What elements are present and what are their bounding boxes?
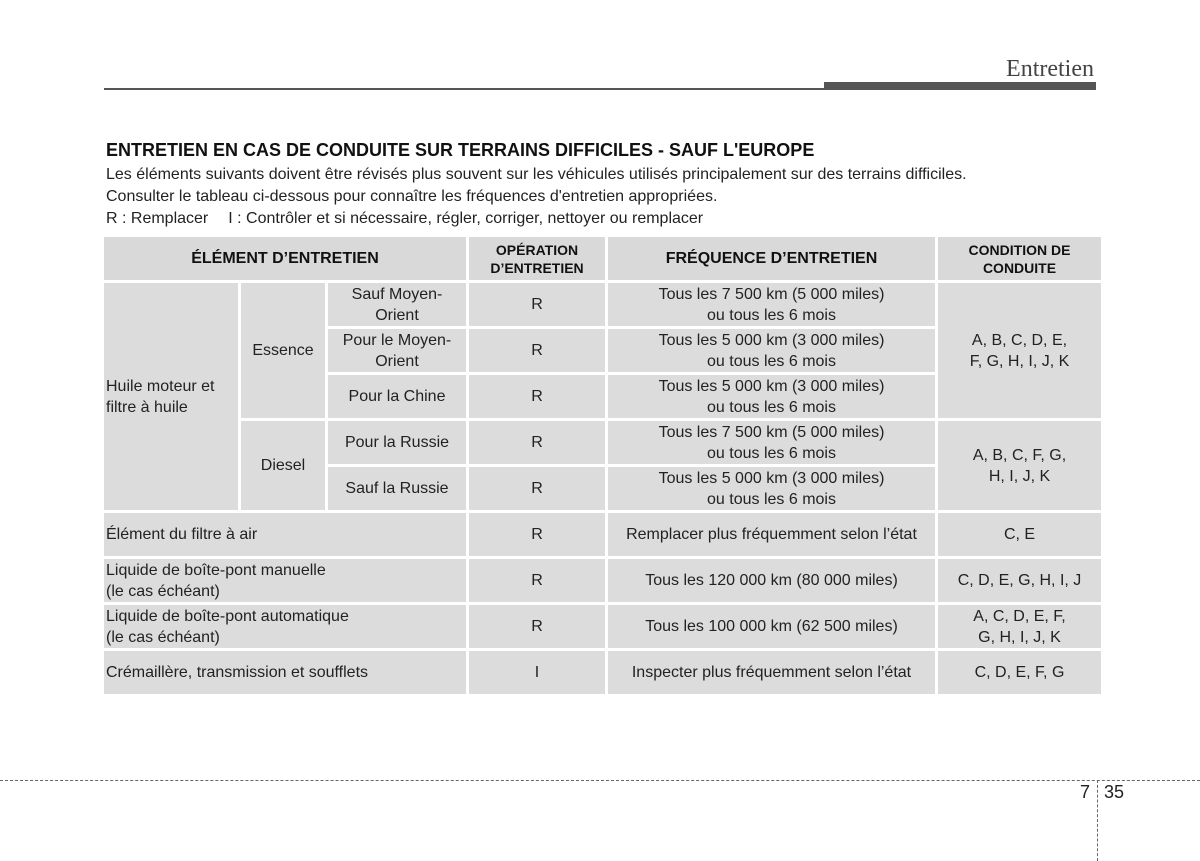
condition-l1: A, B, C, D, E, xyxy=(971,331,1068,349)
condition-l1: A, B, C, F, G, xyxy=(972,446,1067,464)
legend-text xyxy=(106,210,703,228)
page-header-title: Entretien xyxy=(1006,56,1094,82)
table-row xyxy=(104,283,1101,326)
operation-cell: R xyxy=(469,283,605,326)
header-operation xyxy=(469,237,605,280)
condition-cell xyxy=(938,421,1101,510)
intro-text: Les éléments suivants doivent être révisés plus souvent sur les véhicules utilisés principalement sur des terrains difficiles. xyxy=(106,166,967,183)
condition-l2: H, I, J, K xyxy=(988,467,1051,485)
table-header-row xyxy=(104,237,1101,280)
table-row xyxy=(104,651,1101,694)
operation-cell: R xyxy=(469,605,605,648)
frequency-cell xyxy=(608,421,935,464)
condition-l2: F, G, H, I, J, K xyxy=(969,352,1070,370)
oil-label xyxy=(104,283,238,510)
frequency-l1: Tous les 5 000 km (3 000 miles) xyxy=(658,469,885,487)
footer-divider xyxy=(1097,780,1098,861)
frequency-l2: ou tous les 6 mois xyxy=(707,398,836,416)
condition-cell xyxy=(938,605,1101,648)
frequency-l2: ou tous les 6 mois xyxy=(707,306,836,324)
condition-l1: A, C, D, E, F, xyxy=(973,607,1066,625)
item-label: Élément du filtre à air xyxy=(104,513,466,556)
operation-cell: R xyxy=(469,559,605,602)
oil-label-l2: filtre à huile xyxy=(106,398,188,416)
operation-cell: R xyxy=(469,375,605,418)
frequency-l1: Tous les 7 500 km (5 000 miles) xyxy=(658,423,885,441)
region-l2: Orient xyxy=(375,306,419,324)
header-condition-l2: CONDUITE xyxy=(982,259,1057,276)
region-cell: Sauf la Russie xyxy=(328,467,466,510)
maintenance-table xyxy=(101,234,1104,697)
frequency-l2: ou tous les 6 mois xyxy=(707,352,836,370)
region-cell xyxy=(328,283,466,326)
fuel-diesel: Diesel xyxy=(241,421,325,510)
region-l2: Orient xyxy=(375,352,419,370)
table-row xyxy=(104,513,1101,556)
condition-cell: C, E xyxy=(938,513,1101,556)
oil-label-l1: Huile moteur et xyxy=(106,377,215,395)
frequency-cell: Tous les 100 000 km (62 500 miles) xyxy=(608,605,935,648)
operation-cell: R xyxy=(469,513,605,556)
header-condition-l1: CONDITION DE xyxy=(968,241,1071,258)
condition-cell: C, D, E, F, G xyxy=(938,651,1101,694)
item-label-l2: (le cas échéant) xyxy=(106,628,220,646)
frequency-cell xyxy=(608,467,935,510)
condition-cell xyxy=(938,283,1101,418)
header-operation-l1: OPÉRATION xyxy=(495,241,579,258)
frequency-cell: Inspecter plus fréquemment selon l’état xyxy=(608,651,935,694)
item-label xyxy=(104,605,466,648)
fuel-essence: Essence xyxy=(241,283,325,418)
table-row xyxy=(104,559,1101,602)
frequency-cell xyxy=(608,375,935,418)
operation-cell: R xyxy=(469,467,605,510)
region-l1: Pour le Moyen- xyxy=(342,331,452,349)
page-number: 35 xyxy=(1104,782,1125,802)
region-cell: Pour la Chine xyxy=(328,375,466,418)
item-label-l2: (le cas échéant) xyxy=(106,582,220,600)
footer-rule xyxy=(0,780,1200,781)
legend-replace: R : Remplacer xyxy=(106,210,209,227)
header-operation-l2: D’ENTRETIEN xyxy=(490,259,584,276)
frequency-l1: Tous les 7 500 km (5 000 miles) xyxy=(658,285,885,303)
header-frequency: FRÉQUENCE D’ENTRETIEN xyxy=(608,237,935,280)
region-l1: Sauf Moyen- xyxy=(351,285,443,303)
frequency-l2: ou tous les 6 mois xyxy=(707,444,836,462)
frequency-cell: Tous les 120 000 km (80 000 miles) xyxy=(608,559,935,602)
region-cell: Pour la Russie xyxy=(328,421,466,464)
operation-cell: I xyxy=(469,651,605,694)
item-label xyxy=(104,559,466,602)
legend-inspect: I : Contrôler et si nécessaire, régler, corriger, nettoyer ou remplacer xyxy=(228,210,704,227)
condition-l2: G, H, I, J, K xyxy=(978,628,1061,646)
header-element: ÉLÉMENT D’ENTRETIEN xyxy=(104,237,466,280)
frequency-l1: Tous les 5 000 km (3 000 miles) xyxy=(658,331,885,349)
item-label: Crémaillère, transmission et soufflets xyxy=(104,651,466,694)
operation-cell: R xyxy=(469,421,605,464)
header-rule xyxy=(104,88,824,90)
table-row xyxy=(104,421,1101,464)
region-cell xyxy=(328,329,466,372)
operation-cell: R xyxy=(469,329,605,372)
intro-text: Consulter le tableau ci-dessous pour connaître les fréquences d'entretien appropriées. xyxy=(106,188,718,205)
item-label-l1: Liquide de boîte-pont manuelle xyxy=(106,561,326,579)
chapter-number: 7 xyxy=(1080,782,1091,802)
frequency-cell xyxy=(608,329,935,372)
section-title: ENTRETIEN EN CAS DE CONDUITE SUR TERRAINS DIFFICILES - SAUF L'EUROPE xyxy=(106,140,815,160)
header-rule-accent xyxy=(824,82,1096,90)
header-condition xyxy=(938,237,1101,280)
frequency-cell xyxy=(608,283,935,326)
frequency-cell: Remplacer plus fréquemment selon l’état xyxy=(608,513,935,556)
frequency-l1: Tous les 5 000 km (3 000 miles) xyxy=(658,377,885,395)
item-label-l1: Liquide de boîte-pont automatique xyxy=(106,607,349,625)
table-row xyxy=(104,605,1101,648)
frequency-l2: ou tous les 6 mois xyxy=(707,490,836,508)
condition-cell: C, D, E, G, H, I, J xyxy=(938,559,1101,602)
